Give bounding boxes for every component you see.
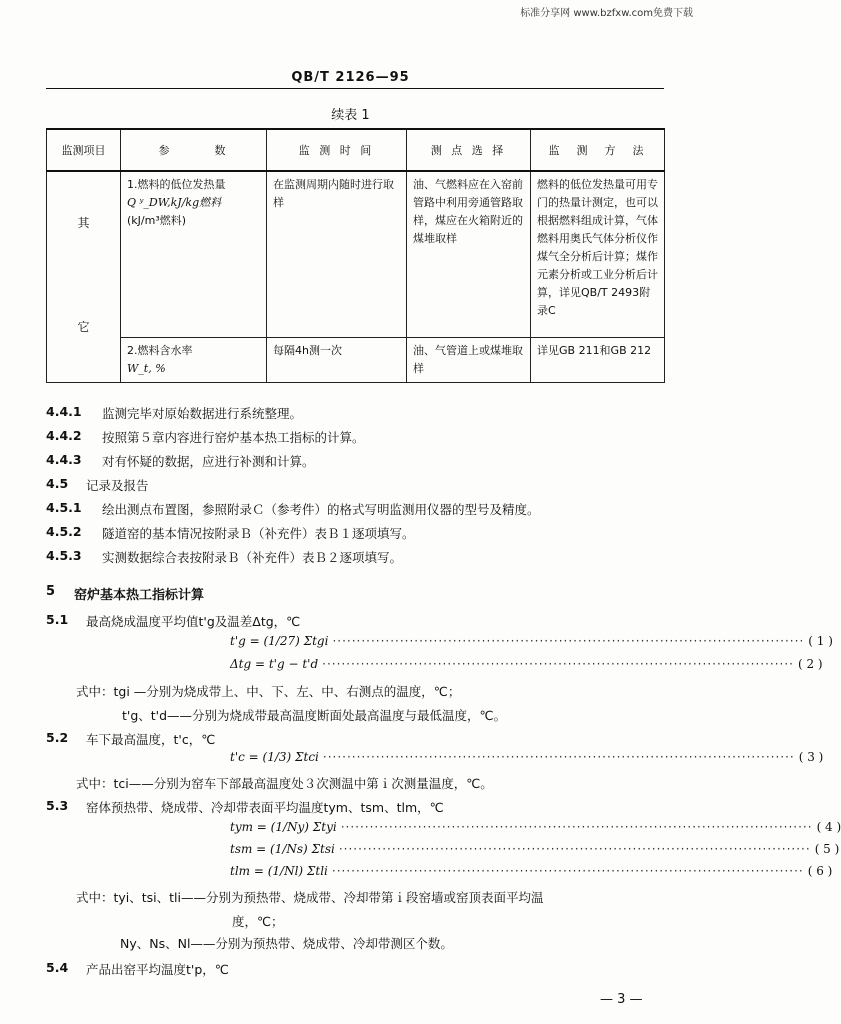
equation-number: ( 5 ) <box>814 842 840 856</box>
monitoring-table <box>46 128 665 383</box>
clause-text: 车下最高温度，t'c，℃ <box>86 732 216 747</box>
leader-dots: ·································································································· <box>331 864 804 878</box>
item-number: 4.5.3 <box>46 548 82 563</box>
where-text: 度，℃； <box>232 914 284 929</box>
header-method: 监 测 方 法 <box>531 129 665 171</box>
item-text: 对有怀疑的数据，应进行补测和计算。 <box>102 454 315 469</box>
formula-3 <box>230 750 824 764</box>
where-text: 式中：tgi —分别为烧成带上、中、下、左、中、右测点的温度，℃； <box>76 684 461 699</box>
item-number: 4.5.2 <box>46 524 82 539</box>
item-text: 记录及报告 <box>86 478 149 493</box>
param-cell <box>121 171 267 337</box>
item-number: 4.4.2 <box>46 428 82 443</box>
formula-4 <box>230 820 841 834</box>
clause-text: 最高烧成温度平均值t'g及温差Δtg，℃ <box>86 614 301 629</box>
header-point: 测 点 选 择 <box>407 129 531 171</box>
leader-dots: ·································································································· <box>332 634 805 648</box>
point-cell: 油、气燃料应在入窑前管路中利用旁通管路取样，煤应在火箱附近的煤堆取样 <box>407 171 531 337</box>
equation-number: ( 3 ) <box>798 750 824 764</box>
section-title: 窑炉基本热工指标计算 <box>74 588 205 603</box>
leader-dots: ·································································································· <box>322 657 794 671</box>
clause-number: 5.1 <box>46 612 69 627</box>
item-text: 隧道窑的基本情况按附录Ｂ（补充件）表Ｂ１逐项填写。 <box>102 526 415 541</box>
item-number: 4.5 <box>46 476 69 491</box>
clause-number: 5.2 <box>46 730 69 745</box>
formula-expression: t'c = (1/3) Σtci <box>230 750 319 764</box>
header-param: 参 数 <box>121 129 267 171</box>
formula-6 <box>230 864 833 878</box>
clause-number: 5.3 <box>46 798 69 813</box>
item-number: 4.4.1 <box>46 404 82 419</box>
page-number: — 3 — <box>600 992 643 1007</box>
leader-dots: ·································································································· <box>340 820 813 834</box>
equation-number: ( 2 ) <box>797 657 823 671</box>
param-cell <box>121 337 267 382</box>
table-row <box>47 337 665 382</box>
header-rule <box>46 88 664 89</box>
formula-1 <box>230 634 833 648</box>
where-text: 式中：tci——分别为窑车下部最高温度处３次测温中第ｉ次测量温度，℃。 <box>76 776 493 791</box>
section-number: 5 <box>46 584 56 599</box>
formula-expression: tym = (1/Ny) Σtyi <box>230 820 337 834</box>
where-text: 式中：tyi、tsi、tli——分别为预热带、烧成带、冷却带第ｉ段窑墙或窑顶表面平均温 <box>76 890 544 905</box>
header-time: 监 测 时 间 <box>267 129 407 171</box>
param-line: 1.燃料的低位发热量 <box>127 178 226 191</box>
leader-dots: ·································································································· <box>322 750 795 764</box>
method-cell: 详见GB 211和GB 212 <box>531 337 665 382</box>
param-line: 2.燃料含水率 <box>127 343 193 357</box>
method-cell: 燃料的低位发热量可用专门的热量计测定，也可以根据燃料组成计算，气体燃料用奥氏气体分析仪作煤气全分析后计算；煤作元素分析或工业分析后计算，详见QB/T 2493附录C <box>531 171 665 337</box>
time-cell: 每隔4h测一次 <box>267 337 407 382</box>
param-line: Q ʸ_DW,kJ/kg燃料 <box>127 196 222 209</box>
item-text: 实测数据综合表按附录Ｂ（补充件）表Ｂ２逐项填写。 <box>102 550 403 565</box>
item-number: 4.4.3 <box>46 452 82 467</box>
param-line: (kJ/m³燃料) <box>127 214 187 227</box>
category-cell <box>47 171 121 382</box>
table-row <box>47 171 665 337</box>
formula-expression: tsm = (1/Ns) Σtsi <box>230 842 335 856</box>
point-cell: 油、气管道上或煤堆取样 <box>407 337 531 382</box>
header-item: 监测项目 <box>47 129 121 171</box>
item-number: 4.5.1 <box>46 500 82 515</box>
table-caption: 续表 1 <box>331 108 370 123</box>
category-bottom: 它 <box>77 320 90 334</box>
where-text: t'g、t'd——分别为烧成带最高温度断面处最高温度与最低温度，℃。 <box>122 708 507 723</box>
formula-expression: Δtg = t'g − t'd <box>230 657 319 671</box>
time-cell: 在监测周期内随时进行取样 <box>267 171 407 337</box>
clause-text: 产品出窑平均温度t'p，℃ <box>86 962 229 977</box>
document-code: QB/T 2126—95 <box>291 70 410 85</box>
formula-expression: t'g = (1/27) Σtgi <box>230 634 329 648</box>
equation-number: ( 6 ) <box>807 864 833 878</box>
item-text: 绘出测点布置图，参照附录Ｃ（参考件）的格式写明监测用仪器的型号及精度。 <box>102 502 540 517</box>
param-line: W_t, % <box>127 361 166 375</box>
watermark: 标准分享网 www.bzfxw.com免费下载 <box>520 8 693 19</box>
formula-2 <box>230 657 823 671</box>
category-top: 其 <box>77 216 90 230</box>
clause-number: 5.4 <box>46 960 69 975</box>
equation-number: ( 4 ) <box>816 820 841 834</box>
item-text: 按照第５章内容进行窑炉基本热工指标的计算。 <box>102 430 365 445</box>
equation-number: ( 1 ) <box>808 634 833 648</box>
formula-expression: tlm = (1/Nl) Σtli <box>230 864 328 878</box>
where-text: Ny、Ns、Nl——分别为预热带、烧成带、冷却带测区个数。 <box>120 936 453 951</box>
clause-text: 窑体预热带、烧成带、冷却带表面平均温度tym、tsm、tlm，℃ <box>86 800 444 815</box>
formula-5 <box>230 842 840 856</box>
table-header-row <box>47 129 665 171</box>
leader-dots: ·································································································· <box>338 842 811 856</box>
item-text: 监测完毕对原始数据进行系统整理。 <box>102 406 303 421</box>
